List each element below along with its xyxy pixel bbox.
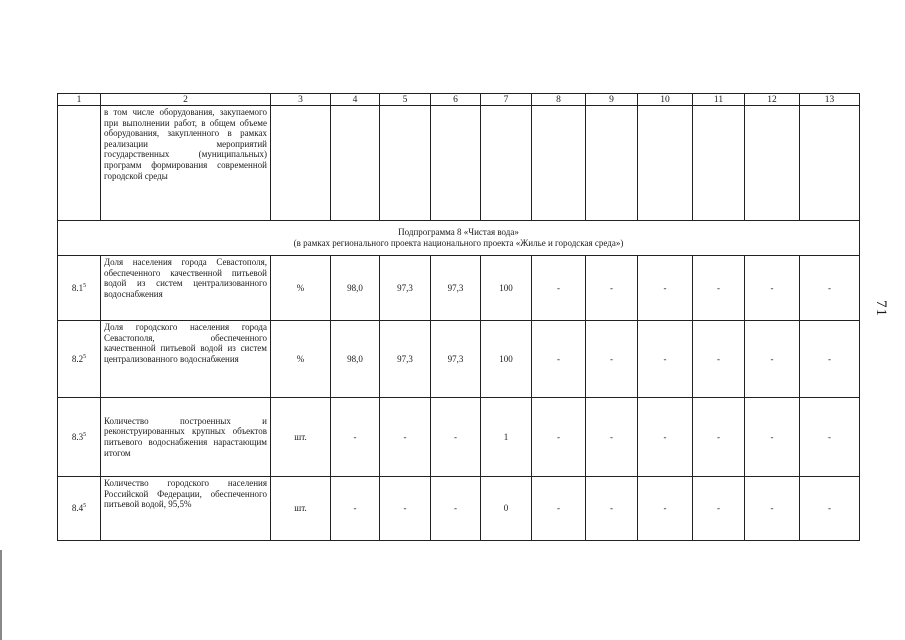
value-cell: 97,3	[431, 256, 481, 321]
footnote-marker: 5	[83, 503, 87, 510]
page-number: 71	[873, 300, 889, 317]
empty-cell	[380, 106, 431, 221]
row-number-cell	[58, 256, 101, 321]
value-cell: -	[693, 398, 745, 477]
value-cell: 97,3	[431, 321, 481, 398]
value-cell: -	[431, 398, 481, 477]
header-cell: 2	[101, 94, 271, 106]
row-number: 8.3	[71, 431, 84, 442]
value-cell: 97,3	[380, 256, 431, 321]
table-row	[58, 398, 860, 477]
indicators-table	[57, 93, 860, 541]
value-cell: -	[693, 321, 745, 398]
header-cell: 6	[431, 94, 481, 106]
footnote-marker: 5	[83, 353, 87, 360]
empty-cell	[638, 106, 693, 221]
scan-margin-line	[0, 550, 2, 640]
row-number-cell	[58, 477, 101, 541]
value-cell: -	[638, 321, 693, 398]
value-cell: -	[800, 321, 860, 398]
value-cell: -	[800, 477, 860, 541]
header-cell: 5	[380, 94, 431, 106]
value-cell: -	[532, 398, 586, 477]
empty-cell	[532, 106, 586, 221]
subprogram-subtitle: (в рамках регионального проекта национального проекта «Жилье и городская среда»)	[293, 238, 624, 248]
footnote-marker: 5	[83, 282, 87, 289]
value-cell: -	[532, 256, 586, 321]
unit-cell: %	[271, 256, 331, 321]
header-cell: 10	[638, 94, 693, 106]
table-row-continued	[58, 106, 860, 221]
header-cell: 4	[331, 94, 380, 106]
empty-cell	[586, 106, 638, 221]
value-cell: -	[586, 477, 638, 541]
row-number: 8.4	[71, 503, 84, 514]
subprogram-heading-cell	[58, 221, 860, 256]
table-row	[58, 321, 860, 398]
unit-cell: %	[271, 321, 331, 398]
value-cell: 1	[481, 398, 532, 477]
indicator-name-cell: Количество городского населения Российской Федерации, обеспеченного питьевой водой, 95,5%	[101, 477, 271, 541]
value-cell: -	[745, 477, 800, 541]
unit-cell: шт.	[271, 398, 331, 477]
indicator-name-cell: Количество построенных и реконструированных крупных объектов питьевого водоснабжения нарастающим итогом	[101, 398, 271, 477]
value-cell: -	[693, 477, 745, 541]
indicator-name-cell: в том числе оборудования, закупаемого при выполнении работ, в общем объеме оборудования, закупленного в рамках реализации мероприятий государственных (муниципальных) программ формирования современной городской среды	[101, 106, 271, 221]
unit-cell: шт.	[271, 477, 331, 541]
row-number: 8.2	[71, 353, 84, 364]
value-cell: -	[380, 477, 431, 541]
row-number-cell	[58, 106, 101, 221]
value-cell: -	[745, 321, 800, 398]
value-cell: 100	[481, 256, 532, 321]
header-cell: 12	[745, 94, 800, 106]
value-cell: -	[586, 398, 638, 477]
value-cell: -	[586, 256, 638, 321]
header-cell: 1	[58, 94, 101, 106]
row-number: 8.1	[71, 282, 84, 293]
empty-cell	[271, 106, 331, 221]
header-cell: 9	[586, 94, 638, 106]
empty-cell	[693, 106, 745, 221]
header-cell: 8	[532, 94, 586, 106]
table-row	[58, 256, 860, 321]
empty-cell	[800, 106, 860, 221]
value-cell: -	[431, 477, 481, 541]
value-cell: 97,3	[380, 321, 431, 398]
value-cell: -	[800, 256, 860, 321]
subprogram-row	[58, 221, 860, 256]
value-cell: -	[800, 398, 860, 477]
value-cell: -	[331, 398, 380, 477]
indicator-name-cell: Доля городского населения города Севастополя, обеспеченного качественной питьевой водой из систем централизованного водоснабжения	[101, 321, 271, 398]
empty-cell	[331, 106, 380, 221]
footnote-marker: 5	[83, 431, 87, 438]
value-cell: -	[532, 321, 586, 398]
value-cell: -	[638, 256, 693, 321]
empty-cell	[745, 106, 800, 221]
value-cell: -	[532, 477, 586, 541]
value-cell: -	[380, 398, 431, 477]
row-number-cell	[58, 321, 101, 398]
value-cell: 100	[481, 321, 532, 398]
value-cell: -	[638, 398, 693, 477]
value-cell: 98,0	[331, 321, 380, 398]
value-cell: -	[638, 477, 693, 541]
value-cell: -	[586, 321, 638, 398]
row-number-cell	[58, 398, 101, 477]
table-row	[58, 477, 860, 541]
value-cell: -	[693, 256, 745, 321]
column-number-header-row	[58, 94, 860, 106]
value-cell: -	[331, 477, 380, 541]
indicator-name-cell: Доля населения города Севастополя, обеспеченного качественной питьевой водой из систем централизованного водоснабжения	[101, 256, 271, 321]
value-cell: -	[745, 256, 800, 321]
subprogram-title: Подпрограмма 8 «Чистая вода»	[398, 227, 519, 237]
empty-cell	[481, 106, 532, 221]
header-cell: 3	[271, 94, 331, 106]
empty-cell	[431, 106, 481, 221]
value-cell: 0	[481, 477, 532, 541]
value-cell: -	[745, 398, 800, 477]
header-cell: 11	[693, 94, 745, 106]
header-cell: 13	[800, 94, 860, 106]
value-cell: 98,0	[331, 256, 380, 321]
header-cell: 7	[481, 94, 532, 106]
